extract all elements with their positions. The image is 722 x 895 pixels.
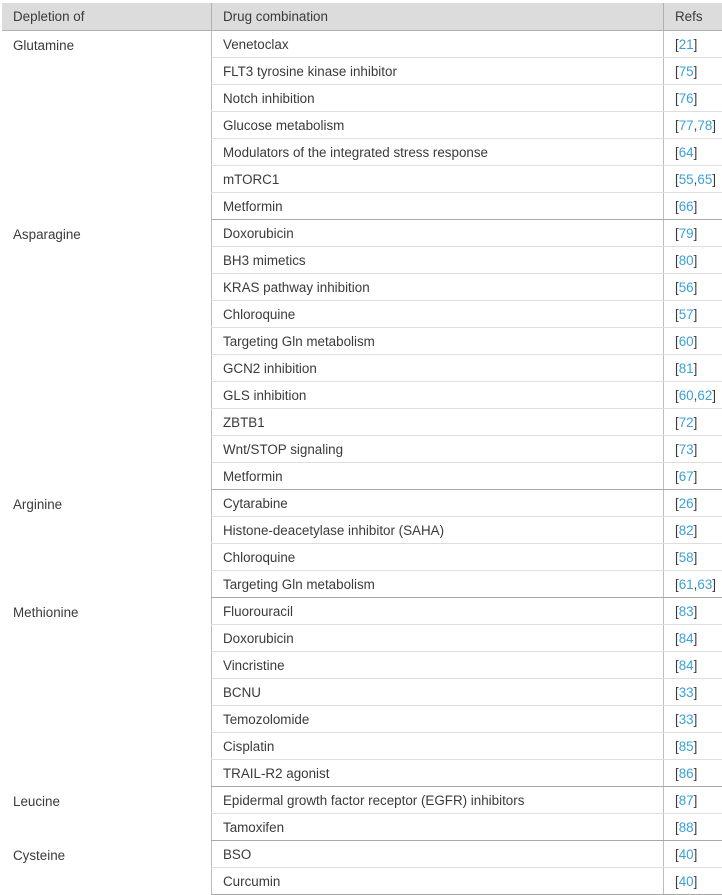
drug-cell: Curcumin xyxy=(212,868,664,895)
ref-link[interactable]: 66 xyxy=(679,199,694,214)
drug-cell: Fluorouracil xyxy=(212,598,664,625)
table-body xyxy=(2,31,722,895)
ref-link[interactable]: 75 xyxy=(679,64,694,79)
table-row xyxy=(2,787,722,814)
refs-cell: [84] xyxy=(664,625,722,652)
ref-link[interactable]: 60 xyxy=(679,388,694,403)
column-header-drug: Drug combination xyxy=(212,3,664,31)
refs-cell: [77,78] xyxy=(664,112,722,139)
drug-cell: Modulators of the integrated stress response xyxy=(212,139,664,166)
ref-link[interactable]: 64 xyxy=(679,145,694,160)
drug-cell: Vincristine xyxy=(212,652,664,679)
drug-cell: Chloroquine xyxy=(212,544,664,571)
ref-link[interactable]: 67 xyxy=(679,469,694,484)
ref-link[interactable]: 84 xyxy=(679,658,694,673)
refs-cell: [55,65] xyxy=(664,166,722,193)
refs-cell: [76] xyxy=(664,85,722,112)
table-row xyxy=(2,598,722,625)
ref-link[interactable]: 82 xyxy=(679,523,694,538)
drug-cell: Targeting Gln metabolism xyxy=(212,571,664,598)
drug-cell: Histone-deacetylase inhibitor (SAHA) xyxy=(212,517,664,544)
table-row xyxy=(2,841,722,868)
ref-link[interactable]: 56 xyxy=(679,280,694,295)
column-header-refs: Refs xyxy=(664,3,722,31)
depletion-cell: Glutamine xyxy=(2,31,212,220)
refs-cell: [82] xyxy=(664,517,722,544)
refs-cell: [73] xyxy=(664,436,722,463)
ref-link[interactable]: 77 xyxy=(679,118,694,133)
ref-link[interactable]: 61 xyxy=(679,577,694,592)
refs-cell: [88] xyxy=(664,814,722,841)
ref-link[interactable]: 88 xyxy=(679,820,694,835)
refs-cell: [58] xyxy=(664,544,722,571)
depletion-cell: Methionine xyxy=(2,598,212,787)
ref-link[interactable]: 72 xyxy=(679,415,694,430)
ref-link[interactable]: 57 xyxy=(679,307,694,322)
ref-link[interactable]: 85 xyxy=(679,739,694,754)
ref-link[interactable]: 83 xyxy=(679,604,694,619)
refs-cell: [75] xyxy=(664,58,722,85)
refs-cell: [72] xyxy=(664,409,722,436)
drug-cell: Doxorubicin xyxy=(212,220,664,247)
drug-cell: Glucose metabolism xyxy=(212,112,664,139)
drug-cell: BCNU xyxy=(212,679,664,706)
ref-link[interactable]: 40 xyxy=(679,874,694,889)
drug-cell: TRAIL-R2 agonist xyxy=(212,760,664,787)
ref-link[interactable]: 73 xyxy=(679,442,694,457)
drug-combination-table xyxy=(2,3,722,895)
ref-link[interactable]: 87 xyxy=(679,793,694,808)
refs-cell: [87] xyxy=(664,787,722,814)
refs-cell: [67] xyxy=(664,463,722,490)
column-header-depletion: Depletion of xyxy=(2,3,212,31)
refs-cell: [33] xyxy=(664,679,722,706)
refs-cell: [61,63] xyxy=(664,571,722,598)
ref-link[interactable]: 62 xyxy=(697,388,712,403)
drug-cell: Notch inhibition xyxy=(212,85,664,112)
ref-link[interactable]: 33 xyxy=(679,685,694,700)
refs-cell: [66] xyxy=(664,193,722,220)
refs-cell: [86] xyxy=(664,760,722,787)
refs-cell: [64] xyxy=(664,139,722,166)
drug-cell: Tamoxifen xyxy=(212,814,664,841)
drug-cell: Chloroquine xyxy=(212,301,664,328)
drug-cell: BH3 mimetics xyxy=(212,247,664,274)
ref-link[interactable]: 79 xyxy=(679,226,694,241)
ref-link[interactable]: 33 xyxy=(679,712,694,727)
refs-cell: [84] xyxy=(664,652,722,679)
refs-cell: [80] xyxy=(664,247,722,274)
refs-cell: [21] xyxy=(664,31,722,58)
drug-cell: Wnt/STOP signaling xyxy=(212,436,664,463)
table-row xyxy=(2,490,722,517)
drug-cell: Targeting Gln metabolism xyxy=(212,328,664,355)
drug-cell: Cytarabine xyxy=(212,490,664,517)
table-row xyxy=(2,31,722,58)
depletion-cell: Cysteine xyxy=(2,841,212,895)
table-header-row xyxy=(2,3,722,31)
ref-link[interactable]: 55 xyxy=(679,172,694,187)
ref-link[interactable]: 63 xyxy=(697,577,712,592)
drug-cell: mTORC1 xyxy=(212,166,664,193)
drug-cell: Temozolomide xyxy=(212,706,664,733)
drug-cell: FLT3 tyrosine kinase inhibitor xyxy=(212,58,664,85)
drug-cell: KRAS pathway inhibition xyxy=(212,274,664,301)
ref-link[interactable]: 26 xyxy=(679,496,694,511)
refs-cell: [56] xyxy=(664,274,722,301)
drug-cell: GLS inhibition xyxy=(212,382,664,409)
refs-cell: [79] xyxy=(664,220,722,247)
ref-link[interactable]: 21 xyxy=(679,37,694,52)
refs-cell: [40] xyxy=(664,841,722,868)
drug-cell: Metformin xyxy=(212,463,664,490)
drug-cell: BSO xyxy=(212,841,664,868)
refs-cell: [33] xyxy=(664,706,722,733)
ref-link[interactable]: 80 xyxy=(679,253,694,268)
drug-cell: Cisplatin xyxy=(212,733,664,760)
ref-link[interactable]: 65 xyxy=(697,172,712,187)
table-row xyxy=(2,220,722,247)
refs-cell: [60,62] xyxy=(664,382,722,409)
depletion-cell: Leucine xyxy=(2,787,212,841)
drug-cell: Venetoclax xyxy=(212,31,664,58)
refs-cell: [40] xyxy=(664,868,722,895)
ref-link[interactable]: 86 xyxy=(679,766,694,781)
drug-cell: Epidermal growth factor receptor (EGFR) inhibitors xyxy=(212,787,664,814)
depletion-cell: Asparagine xyxy=(2,220,212,490)
ref-link[interactable]: 60 xyxy=(679,334,694,349)
refs-cell: [81] xyxy=(664,355,722,382)
refs-cell: [85] xyxy=(664,733,722,760)
drug-cell: Doxorubicin xyxy=(212,625,664,652)
ref-link[interactable]: 76 xyxy=(679,91,694,106)
ref-link[interactable]: 81 xyxy=(679,361,694,376)
drug-cell: GCN2 inhibition xyxy=(212,355,664,382)
ref-link[interactable]: 40 xyxy=(679,847,694,862)
drug-cell: ZBTB1 xyxy=(212,409,664,436)
depletion-cell: Arginine xyxy=(2,490,212,598)
drug-cell: Metformin xyxy=(212,193,664,220)
refs-cell: [26] xyxy=(664,490,722,517)
ref-link[interactable]: 58 xyxy=(679,550,694,565)
ref-link[interactable]: 84 xyxy=(679,631,694,646)
refs-cell: [57] xyxy=(664,301,722,328)
refs-cell: [60] xyxy=(664,328,722,355)
ref-link[interactable]: 78 xyxy=(697,118,712,133)
refs-cell: [83] xyxy=(664,598,722,625)
